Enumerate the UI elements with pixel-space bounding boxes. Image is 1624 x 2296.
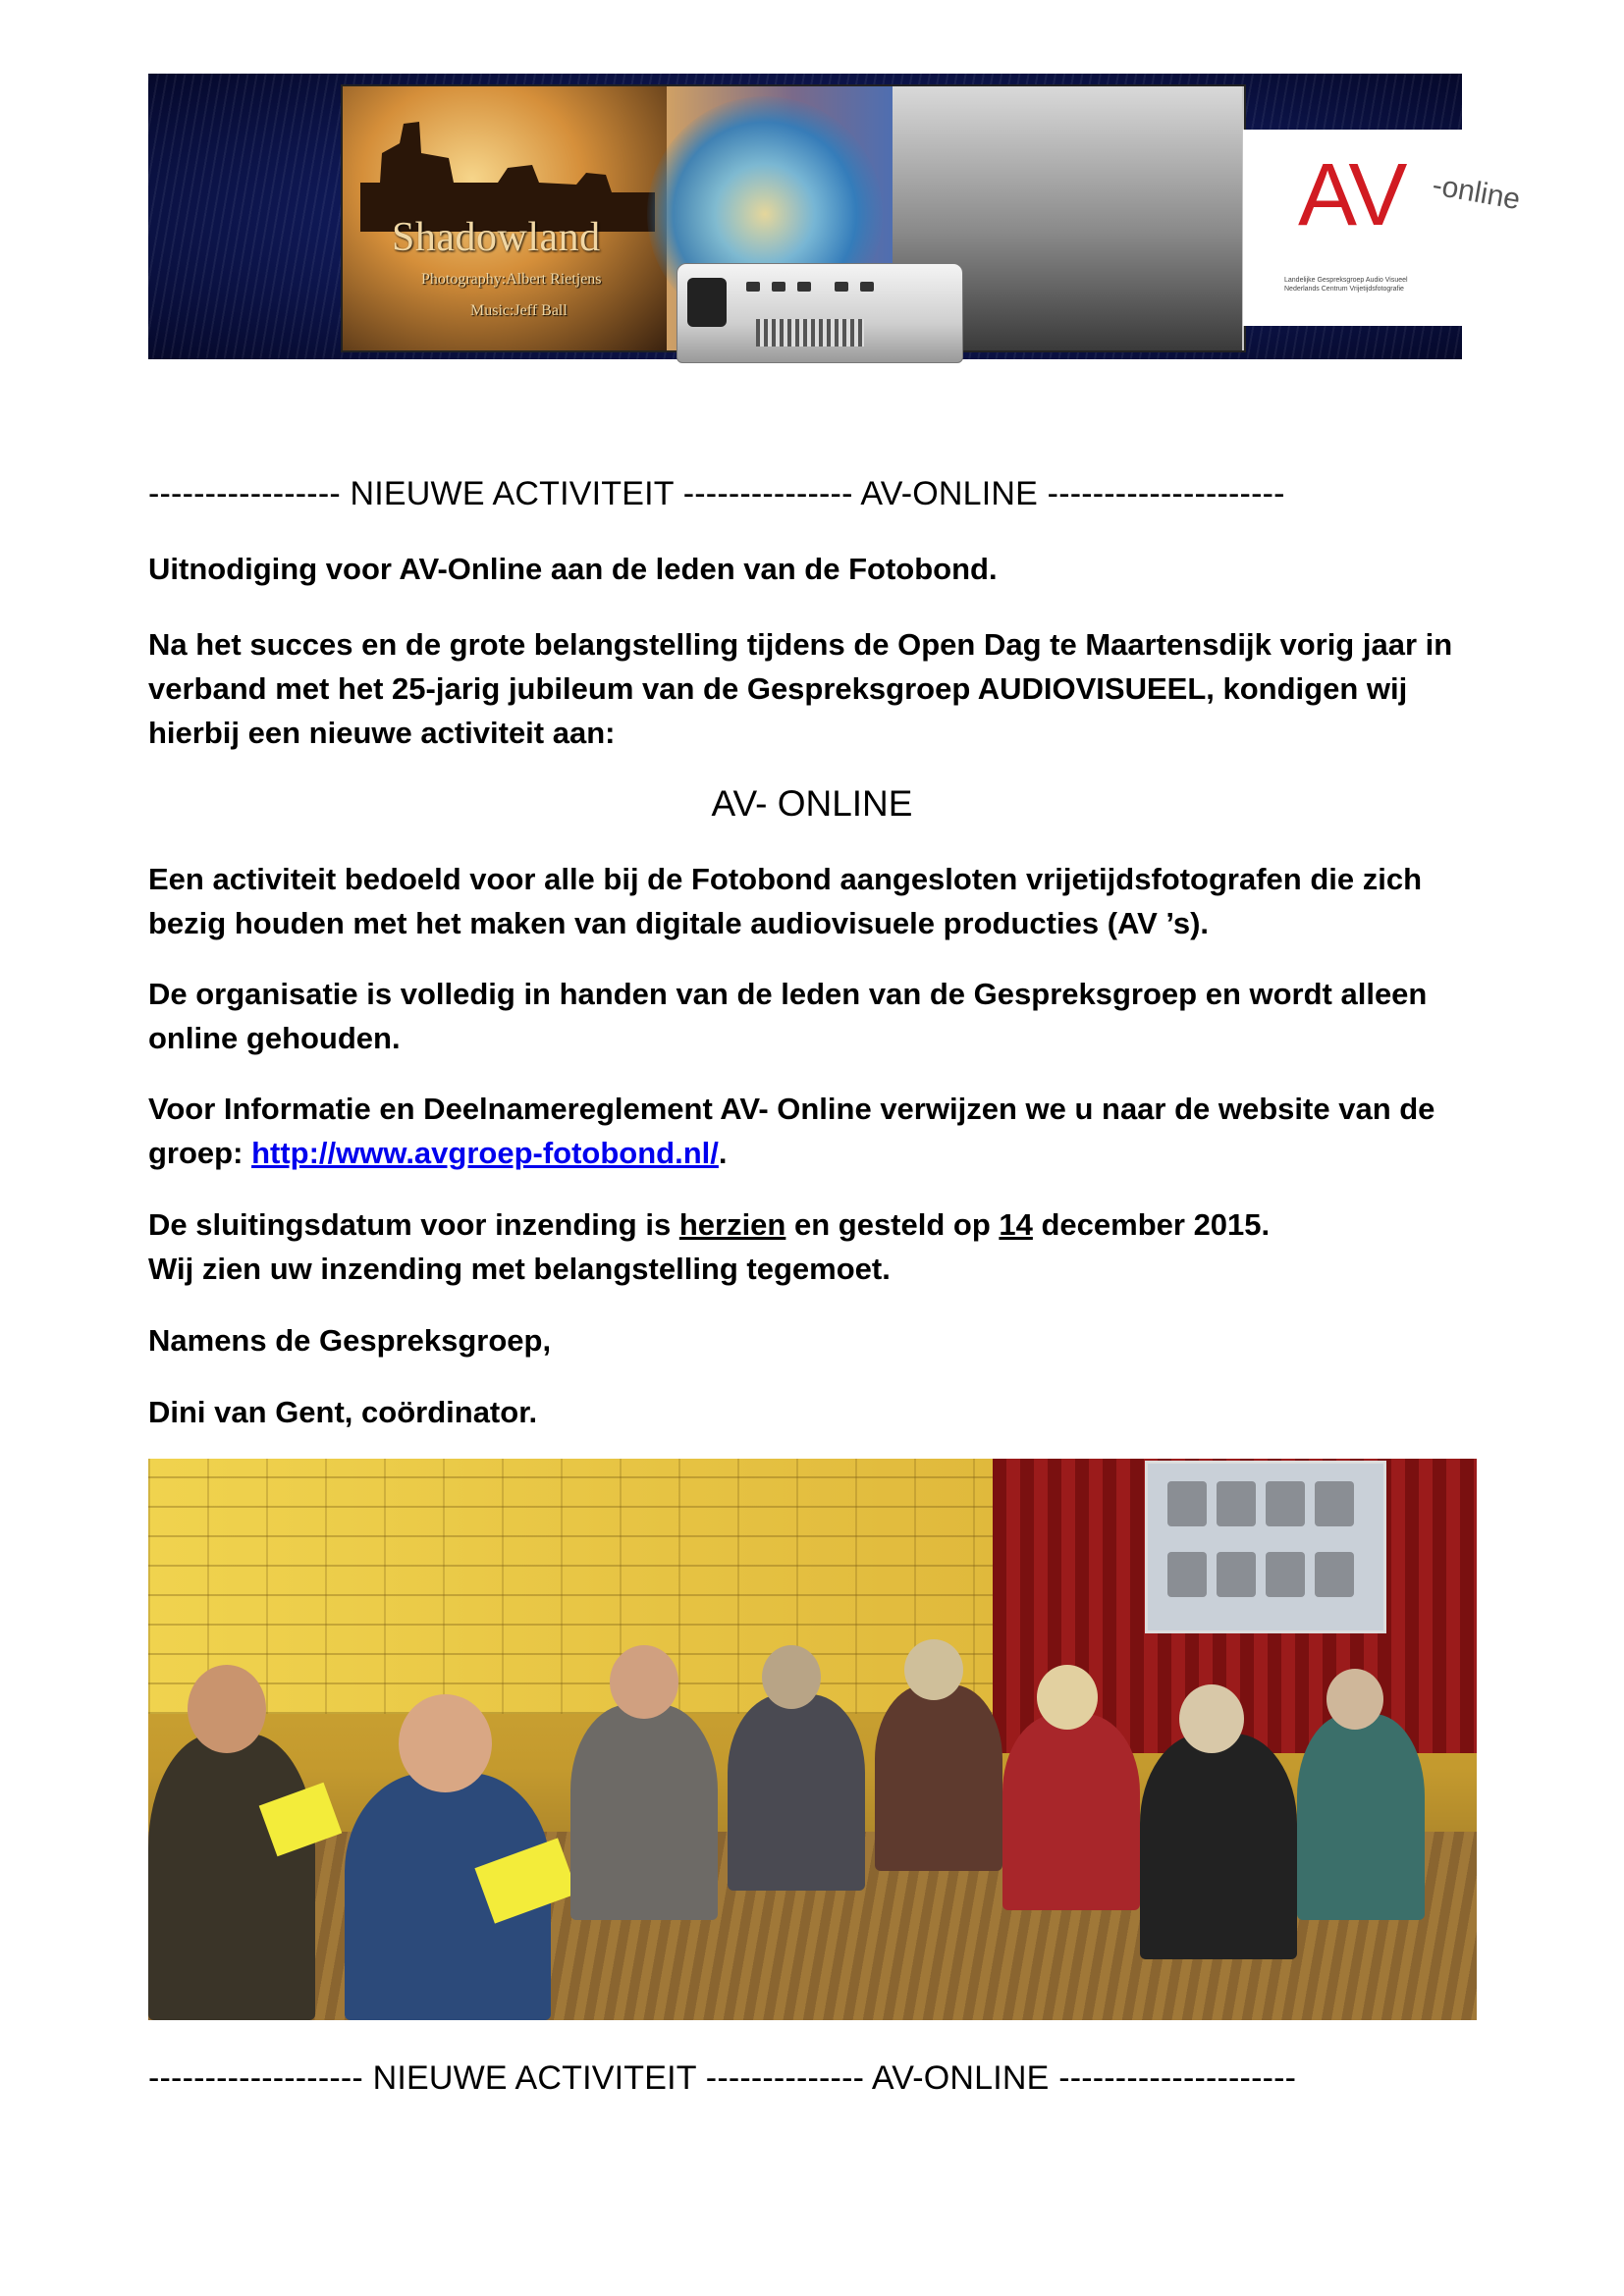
projection-screen: [1145, 1461, 1386, 1633]
banner-music-credit: Music:Jeff Ball: [470, 302, 568, 319]
section-title: AV- ONLINE: [711, 783, 913, 824]
person: [1140, 1734, 1297, 1959]
info-paragraph: [148, 1087, 1484, 1175]
projector-lens: [687, 278, 727, 327]
screen-portrait: [1217, 1552, 1256, 1597]
audience-photo: [148, 1459, 1477, 2020]
divider-bottom: ------------------- NIEUWE ACTIVITEIT -------------- AV-ONLINE ---------------------: [148, 2059, 1297, 2097]
screen-portrait: [1167, 1481, 1207, 1526]
person: [875, 1684, 1002, 1871]
screen-portrait: [1315, 1481, 1354, 1526]
person-head: [762, 1645, 821, 1709]
projector-port: [860, 282, 874, 292]
person-head: [399, 1694, 492, 1792]
deadline-day: 14: [999, 1207, 1033, 1242]
deadline-text-1: De sluitingsdatum voor inzending is: [148, 1207, 679, 1242]
projector-port: [835, 282, 848, 292]
deadline-line-2: Wij zien uw inzending met belangstelling tegemoet.: [148, 1252, 891, 1286]
person-head: [1037, 1665, 1098, 1730]
website-link[interactable]: http://www.avgroep-fotobond.nl/: [251, 1136, 719, 1170]
info-period: .: [718, 1136, 728, 1170]
logo-sub-text: -online: [1430, 169, 1523, 217]
person-head: [1179, 1684, 1244, 1753]
screen-portrait: [1315, 1552, 1354, 1597]
activity-paragraph: Een activiteit bedoeld voor alle bij de Fotobond aangesloten vrijetijdsfotografen die zich bezig houden met het maken van digitale audiovisuele producties (AV ’s).: [148, 862, 1423, 940]
person-head: [610, 1645, 678, 1719]
person: [728, 1694, 865, 1891]
signoff-coordinator: Dini van Gent, coördinator.: [148, 1395, 538, 1429]
screen-portrait: [1167, 1552, 1207, 1597]
screen-portrait: [1217, 1481, 1256, 1526]
banner-title: Shadowland: [392, 215, 601, 260]
organisation-paragraph: De organisatie is volledig in handen van de leden van de Gespreksgroep en wordt alleen online gehouden.: [148, 977, 1428, 1055]
logo-tagline-2: Nederlands Centrum Vrijetijdsfotografie: [1284, 286, 1404, 293]
person-head: [1326, 1669, 1383, 1730]
deadline-revised: herzien: [678, 1207, 786, 1242]
logo-tagline-1: Landelijke Gespreksgroep Audio Visueel: [1284, 277, 1408, 284]
screen-portrait: [1266, 1552, 1305, 1597]
person: [1002, 1714, 1140, 1910]
logo-main-text: AV: [1298, 146, 1406, 244]
success-paragraph: Na het succes en de grote belangstelling tijdens de Open Dag te Maartensdijk vorig jaar in verband met het 25-jarig jubileum van de Gespreksgroep AUDIOVISUEEL, kondigen wij hierbij een nieuwe activiteit aan:: [148, 627, 1453, 750]
audience-crowd: [148, 1626, 1477, 2020]
projector-port: [746, 282, 760, 292]
person-head: [188, 1665, 266, 1753]
invitation-text: Uitnodiging voor AV-Online aan de leden van de Fotobond.: [148, 552, 998, 586]
deadline-text-3: december 2015.: [1032, 1207, 1271, 1242]
person-head: [904, 1639, 963, 1700]
signoff-group: Namens de Gespreksgroep,: [148, 1323, 552, 1358]
screen-portrait: [1266, 1481, 1305, 1526]
info-text: Voor Informatie en Deelnamereglement AV- Online verwijzen we u naar de website van de groep:: [148, 1092, 1435, 1170]
projector-image: [677, 263, 963, 363]
deadline-paragraph: [148, 1202, 1484, 1291]
projector-port: [772, 282, 785, 292]
banner-image: [341, 84, 1523, 352]
projector-vent: [756, 319, 864, 347]
divider-top: ----------------- NIEUWE ACTIVITEIT --------------- AV-ONLINE ---------------------: [148, 475, 1285, 512]
projector-port: [797, 282, 811, 292]
header-banner: [148, 74, 1523, 359]
av-online-logo: [1243, 130, 1562, 326]
deadline-text-2: en gesteld op: [785, 1207, 1000, 1242]
person: [570, 1704, 718, 1920]
banner-photography-credit: Photography:Albert Rietjens: [421, 271, 602, 288]
person: [1297, 1714, 1425, 1920]
person: [148, 1734, 315, 2020]
